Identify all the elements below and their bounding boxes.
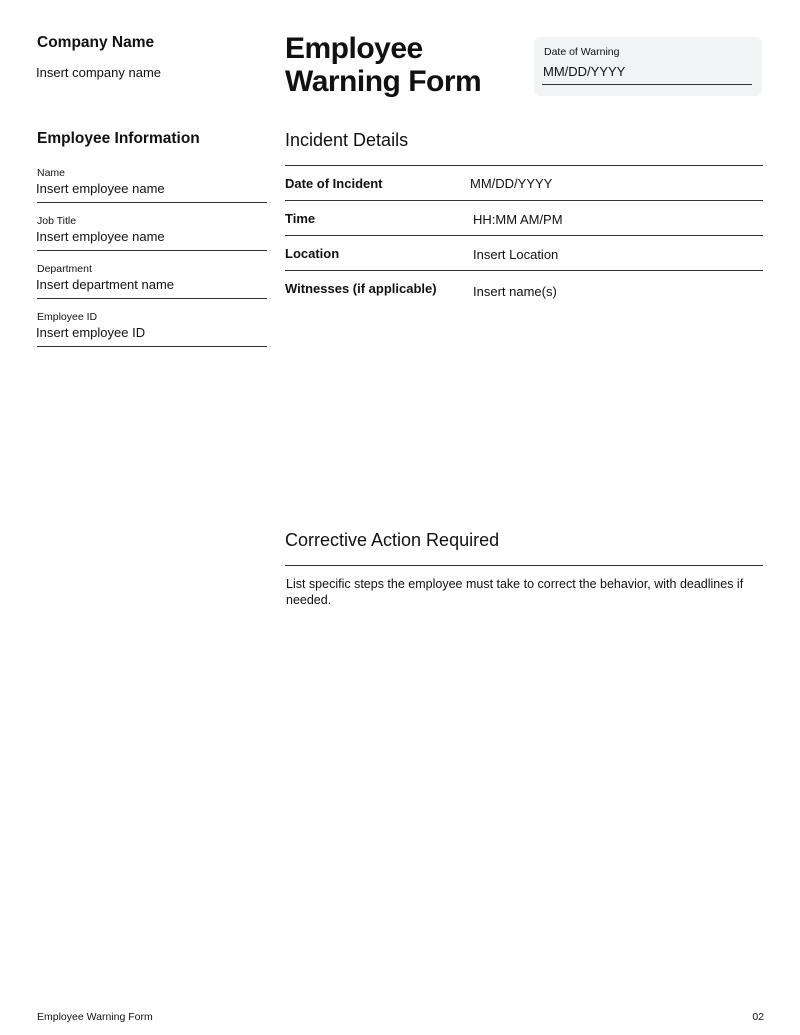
employee-name-field[interactable]: Insert employee name <box>36 181 165 196</box>
department-label: Department <box>37 263 92 275</box>
divider <box>37 250 267 251</box>
page-title-line-2: Warning Form <box>285 65 482 98</box>
incident-location-row <box>285 236 763 270</box>
incident-witnesses-field[interactable]: Insert name(s) <box>473 284 557 299</box>
incident-details-heading: Incident Details <box>285 130 409 150</box>
employee-information-heading: Employee Information <box>37 130 200 147</box>
job-title-field[interactable]: Insert employee name <box>36 229 165 244</box>
divider <box>285 565 763 566</box>
incident-witnesses-row <box>285 271 763 305</box>
employee-name-field-group <box>37 167 267 215</box>
page-title-line-1: Employee <box>285 32 423 65</box>
incident-time-row <box>285 201 763 235</box>
date-of-warning-underline <box>542 84 752 85</box>
corrective-action-heading: Corrective Action Required <box>285 530 500 550</box>
divider <box>37 346 267 347</box>
employee-id-field-group <box>37 311 267 359</box>
footer-form-title: Employee Warning Form <box>37 1011 153 1023</box>
department-field-group <box>37 263 267 311</box>
company-name-label: Company Name <box>37 34 155 51</box>
page-number: 02 <box>752 1011 764 1023</box>
incident-time-field[interactable]: HH:MM AM/PM <box>473 212 563 227</box>
divider <box>37 202 267 203</box>
company-name-field[interactable]: Insert company name <box>36 65 162 80</box>
corrective-action-field[interactable]: List specific steps the employee must take to correct the behavior, with deadlines if needed. <box>286 577 744 607</box>
incident-date-row <box>285 166 763 200</box>
incident-time-label: Time <box>285 211 316 226</box>
incident-location-label: Location <box>285 246 340 261</box>
date-of-warning-label: Date of Warning <box>544 46 620 58</box>
employee-id-field[interactable]: Insert employee ID <box>36 325 146 340</box>
date-of-warning-box <box>534 37 762 96</box>
page-title <box>285 32 515 98</box>
incident-date-label: Date of Incident <box>285 176 383 191</box>
employee-id-label: Employee ID <box>37 311 98 323</box>
department-field[interactable]: Insert department name <box>36 277 175 292</box>
job-title-label: Job Title <box>37 215 77 227</box>
employee-name-label: Name <box>37 167 66 179</box>
divider <box>37 298 267 299</box>
date-of-warning-field[interactable]: MM/DD/YYYY <box>543 64 626 79</box>
incident-location-field[interactable]: Insert Location <box>473 247 559 262</box>
incident-date-field[interactable]: MM/DD/YYYY <box>470 176 553 191</box>
incident-witnesses-label: Witnesses (if applicable) <box>285 281 437 296</box>
job-title-field-group <box>37 215 267 263</box>
